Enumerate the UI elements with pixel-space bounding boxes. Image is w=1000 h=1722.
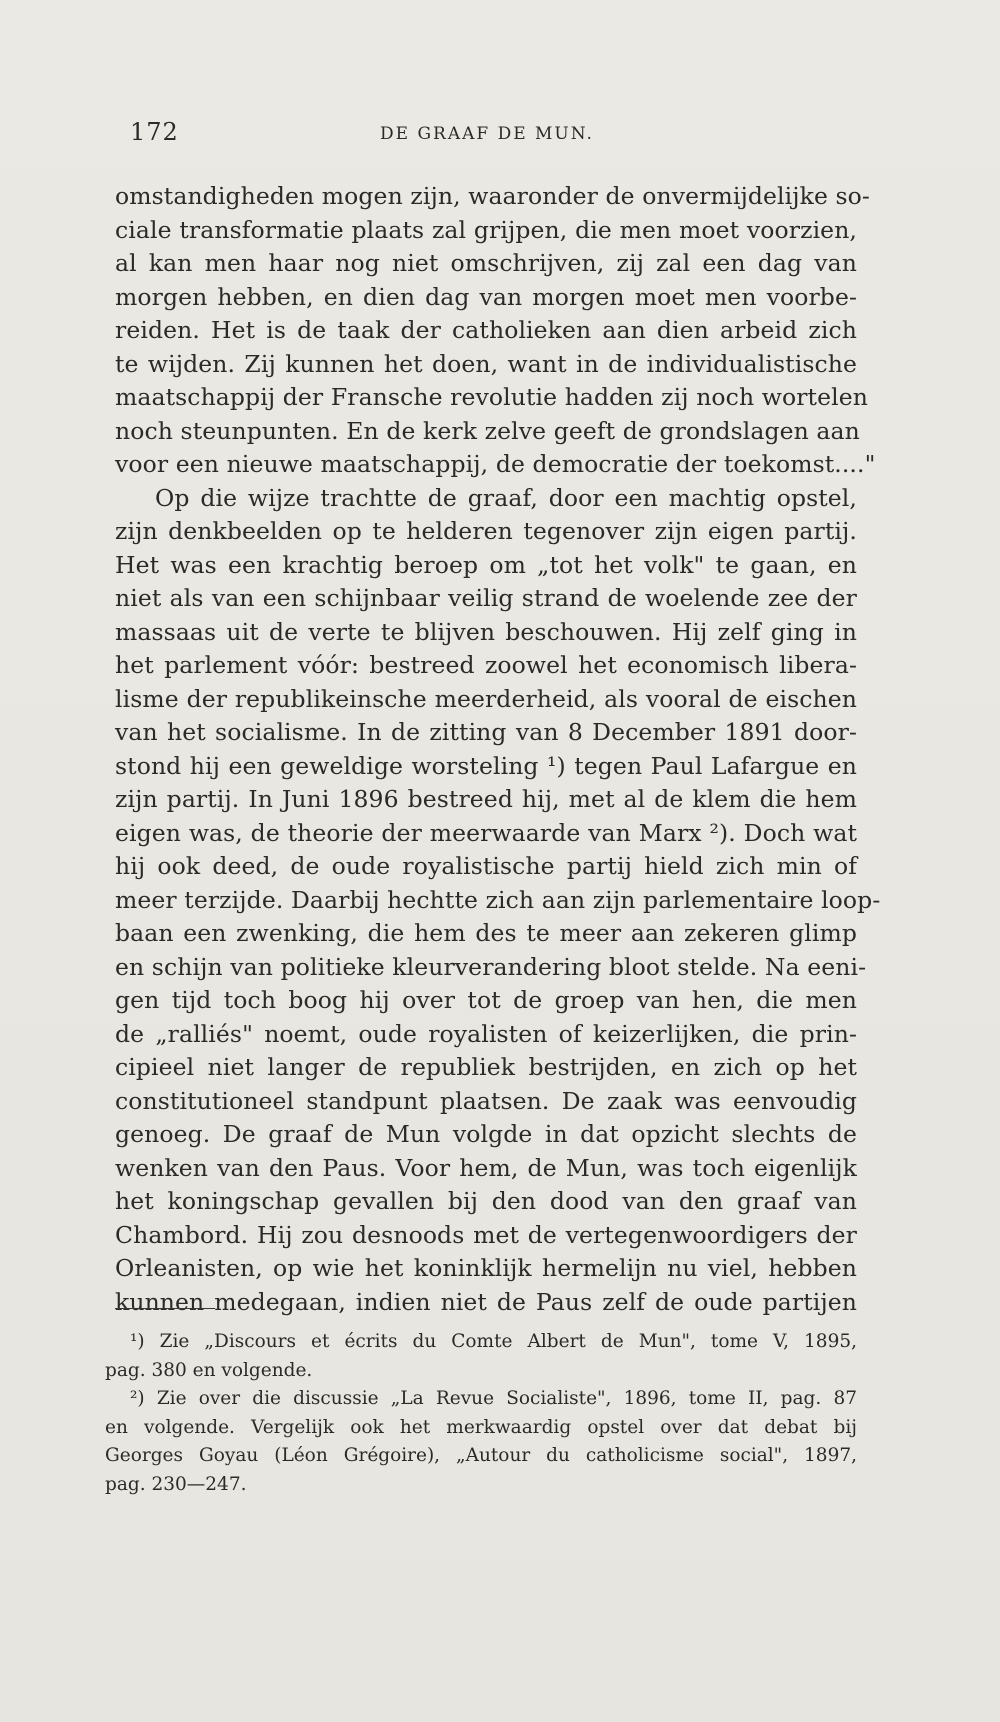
text-line: genoeg. De graaf de Mun volgde in dat opzicht slechts de (115, 1120, 857, 1148)
text-line: Orleanisten, op wie het koninklijk hermelijn nu viel, hebben (115, 1254, 857, 1282)
footnote-line: en volgende. Vergelijk ook het merkwaardig opstel over dat debat bij (105, 1416, 857, 1438)
text-line: baan een zwenking, die hem des te meer aan zekeren glimp (115, 919, 857, 947)
page-header (130, 118, 850, 158)
text-line: van het socialisme. In de zitting van 8 December 1891 door- (115, 718, 857, 746)
text-line: morgen hebben, en dien dag van morgen moet men voorbe- (115, 282, 857, 311)
page-number: 172 (130, 118, 179, 146)
text-line: het parlement vóór: bestreed zoowel het economisch libera- (115, 651, 857, 679)
text-line: omstandigheden mogen zijn, waaronder de onvermijdelijke so- (115, 182, 870, 210)
footnote-line: ¹) Zie „Discours et écrits du Comte Albert de Mun", tome V, 1895, (130, 1331, 857, 1352)
text-line: noch steunpunten. En de kerk zelve geeft de grondslagen aan (115, 416, 860, 445)
text-line: de „ralliés" noemt, oude royalisten of keizerlijken, die prin- (115, 1019, 857, 1048)
text-line: lisme der republikeinsche meerderheid, als vooral de eischen (115, 684, 857, 713)
text-line: meer terzijde. Daarbij hechtte zich aan zijn parlementaire loop- (115, 885, 881, 914)
text-line: kunnen medegaan, indien niet de Paus zelf de oude partijen (115, 1287, 857, 1316)
text-line: gen tijd toch boog hij over tot de groep van hen, die men (115, 986, 857, 1014)
text-line: voor een nieuwe maatschappij, de democratie der toekomst...." (115, 450, 876, 478)
footnote-separator (115, 1308, 215, 1309)
footnote-line: Georges Goyau (Léon Grégoire), „Autour du catholicisme social", 1897, (105, 1445, 857, 1466)
footnote-line: pag. 230—247. (105, 1473, 247, 1495)
text-line: Het was een krachtig beroep om „tot het volk" te gaan, en (115, 550, 857, 579)
text-line: het koningschap gevallen bij den dood van den graaf van (115, 1187, 857, 1215)
text-line: cipieel niet langer de republiek bestrijden, en zich op het (115, 1053, 857, 1081)
text-line: ciale transformatie plaats zal grijpen, die men moet voorzien, (115, 215, 857, 244)
text-line: zijn denkbeelden op te helderen tegenover zijn eigen partij. (115, 517, 857, 545)
text-line: reiden. Het is de taak der catholieken aan dien arbeid zich (115, 316, 857, 344)
body-text (115, 180, 881, 1319)
footnote-line: ²) Zie over die discussie „La Revue Socialiste", 1896, tome II, pag. 87 (130, 1388, 857, 1409)
text-line: Chambord. Hij zou desnoods met de vertegenwoordigers der (115, 1220, 857, 1249)
text-line: constitutioneel standpunt plaatsen. De zaak was eenvoudig (115, 1086, 857, 1115)
text-line: eigen was, de theorie der meerwaarde van Marx ²). Doch wat (115, 818, 857, 847)
text-line: niet als van een schijnbaar veilig strand de woelende zee der (115, 584, 857, 612)
text-line: maatschappij der Fransche revolutie hadden zij noch wortelen (115, 383, 868, 411)
footnote-line: pag. 380 en volgende. (105, 1359, 313, 1381)
running-head: DE GRAAF DE MUN. (380, 124, 594, 144)
text-line: wenken van den Paus. Voor hem, de Mun, was toch eigenlijk (115, 1153, 857, 1182)
text-line: hij ook deed, de oude royalistische partij hield zich min of (115, 852, 857, 880)
text-line: zijn partij. In Juni 1896 bestreed hij, met al de klem die hem (115, 785, 857, 813)
text-line: en schijn van politieke kleurverandering bloot stelde. Na eeni- (115, 952, 867, 981)
text-line: te wijden. Zij kunnen het doen, want in de individualistische (115, 349, 857, 378)
text-line: stond hij een geweldige worsteling ¹) tegen Paul Lafargue en (115, 751, 857, 780)
text-line: al kan men haar nog niet omschrijven, zij zal een dag van (115, 249, 857, 277)
text-line: Op die wijze trachtte de graaf, door een machtig opstel, (155, 483, 857, 512)
footnotes (105, 1328, 857, 1499)
text-line: massaas uit de verte te blijven beschouwen. Hij zelf ging in (115, 617, 857, 646)
